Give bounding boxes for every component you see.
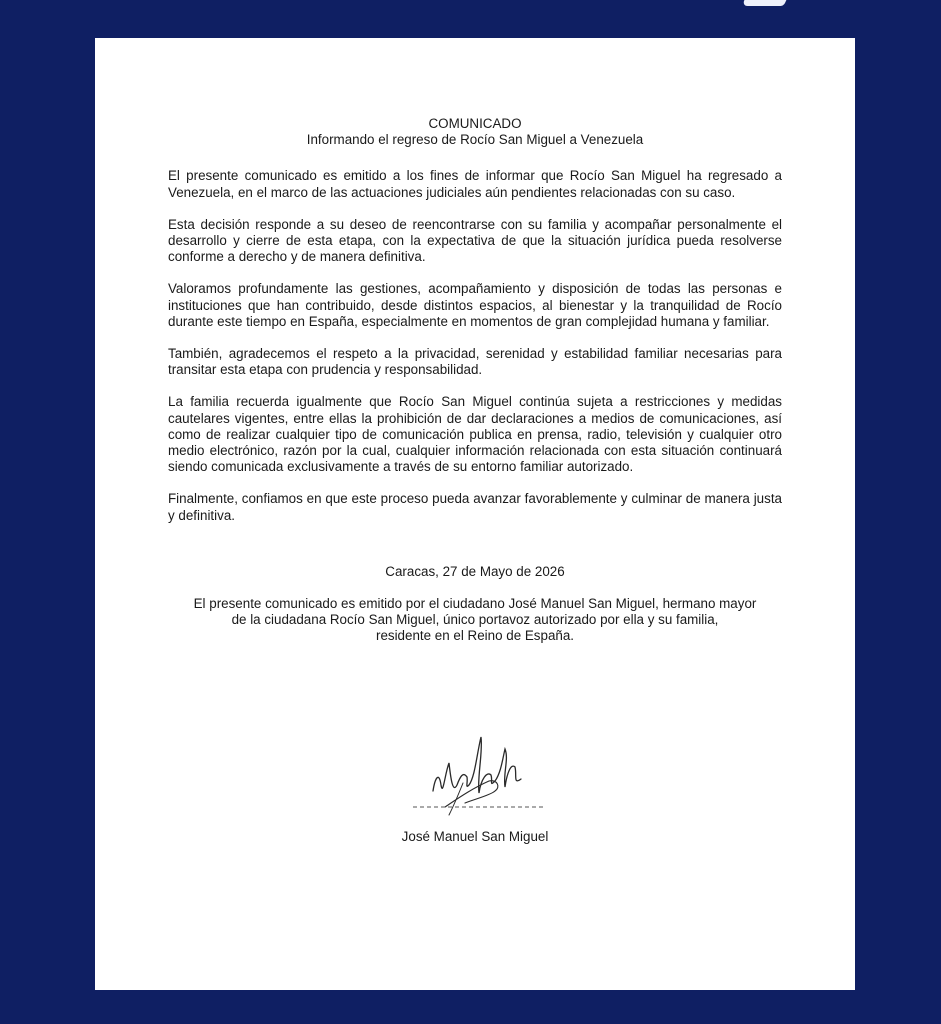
handwritten-signature: [405, 733, 545, 823]
document-subtitle: Informando el regreso de Rocío San Miguel a Venezuela: [306, 132, 644, 148]
paragraph-6: Finalmente, confiamos en que este proceso pueda avanzar favorablemente y culminar de manera justa y definitiva.: [168, 491, 782, 523]
signer-name: José Manuel San Miguel: [401, 829, 549, 844]
document-heading: [168, 116, 782, 148]
document-title: COMUNICADO: [428, 116, 522, 131]
issuer-line-3: residente en el Reino de España.: [375, 628, 575, 644]
paragraph-3: Valoramos profundamente las gestiones, acompañamiento y disposición de todas las personas e instituciones que han contribuido, desde distintos espacios, al bienestar y la tranquilidad de Rocío durante este tiempo en España, especialmente en momentos de gran complejidad humana y familiar.: [168, 281, 782, 329]
issuer-line-1: El presente comunicado es emitido por el ciudadano José Manuel San Miguel, hermano mayor: [193, 596, 757, 612]
paragraph-4: También, agradecemos el respeto a la privacidad, serenidad y estabilidad familiar necesarias para transitar esta etapa con prudencia y responsabilidad.: [168, 346, 782, 378]
paragraph-1: El presente comunicado es emitido a los fines de informar que Rocío San Miguel ha regresado a Venezuela, en el marco de las actuaciones judiciales aún pendientes relacionadas con su caso.: [168, 168, 782, 200]
date-line: Caracas, 27 de Mayo de 2026: [385, 563, 565, 579]
document-page: [95, 38, 855, 990]
paragraph-5: La familia recuerda igualmente que Rocío San Miguel continúa sujeta a restricciones y medidas cautelares vigentes, entre ellas la prohibición de dar declaraciones a medios de comunicaciones, así como de realizar cualquier tipo de comunicación publica en prensa, radio, televisión y cualquier otro medio electrónico, razón por la cual, cualquier información relacionada con esta situación continuará siendo comunicada exclusivamente a través de su entorno familiar autorizado.: [168, 394, 782, 475]
signature-block: [95, 733, 855, 845]
document-body: [168, 168, 782, 523]
corner-decoration: [742, 0, 787, 6]
issuer-statement: [168, 596, 782, 645]
paragraph-2: Esta decisión responde a su deseo de reencontrarse con su familia y acompañar personalmente el desarrollo y cierre de esta etapa, con la expectativa de que la situación jurídica pueda resolverse conforme a derecho y de manera definitiva.: [168, 216, 782, 265]
issuer-line-2: de la ciudadana Rocío San Miguel, único portavoz autorizado por ella y su familia,: [231, 612, 719, 628]
